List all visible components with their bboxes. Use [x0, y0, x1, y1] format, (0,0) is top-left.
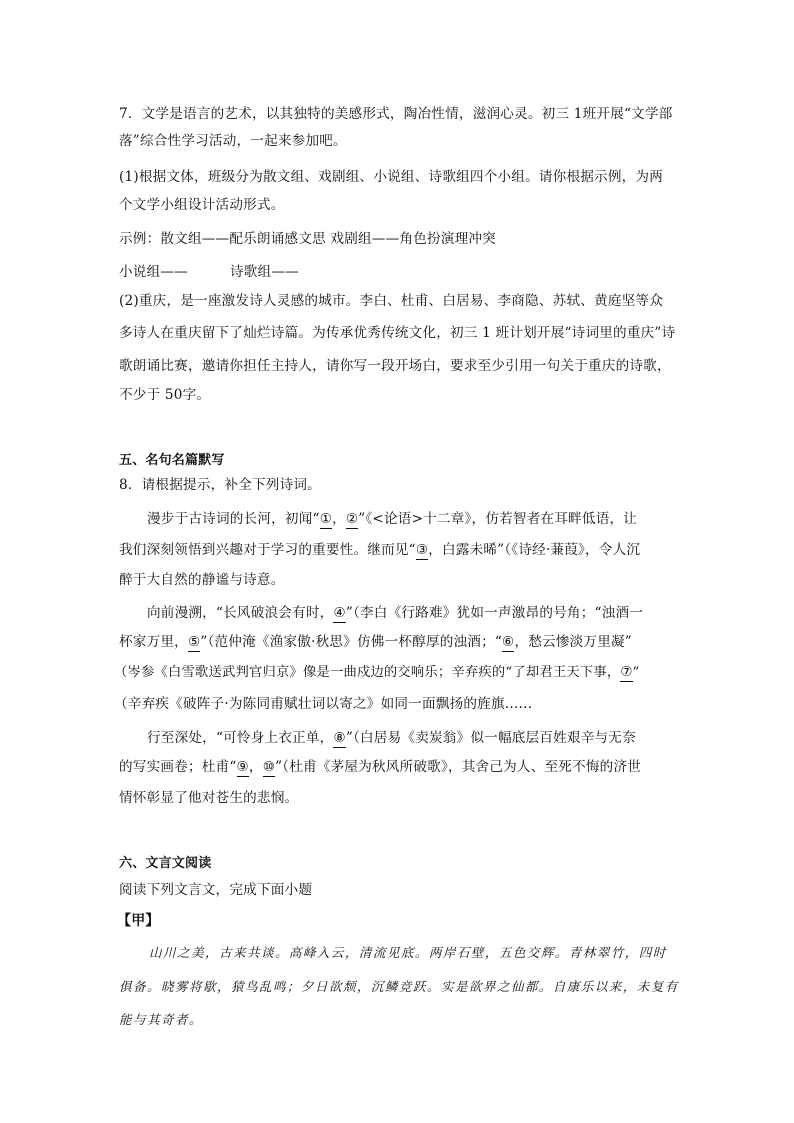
text-run: ，愁云惨淡万里凝” [514, 634, 632, 650]
q7-part2-line-4: 不少于 50字。 [119, 387, 211, 403]
text-run: ”（李白《行路难》犹如一声激昂的号角；“浊酒一 [345, 605, 644, 621]
q7-line-1: 7．文学是语言的艺术，以其独特的美感形式，陶冶性情，滋润心灵。初三 1班开展“文学部 [119, 106, 673, 122]
q7-fill-poetry: 诗歌组—— [230, 264, 299, 280]
text-run: （岑参《白雪歌送武判官归京》像是一曲戍边的交响乐；辛弃疾的“了却君王天下事， [114, 665, 621, 680]
passage-line-2: 俱备。晓雾将歇，猿鸟乱鸣；夕日欲颓，沉鳞竞跃。实是欲界之仙都。自康乐以来，未复有 [119, 979, 679, 994]
q8-p2-line-4: （辛弃疾《破阵子·为陈同甫赋壮词以寄之》如同一面飘扬的旌旗…… [114, 696, 533, 712]
q7-part2-line-1: (2)重庆，是一座激发诗人灵感的城市。李白、杜甫、白居易、李商隐、苏轼、黄庭坚等众 [119, 293, 664, 309]
q8-p2-line-3 [114, 663, 640, 683]
q7-part1-line-2: 个文学小组设计活动形式。 [119, 197, 285, 213]
text-run: ” [632, 665, 640, 680]
blank-3[interactable]: ③ [415, 542, 429, 558]
q8-prompt: 8．请根据提示，补全下列诗词。 [119, 477, 321, 493]
text-run: ，白露未晞”（《诗经·蒹葭》，令人沉 [428, 542, 641, 558]
q7-part2-line-2: 多诗人在重庆留下了灿烂诗篇。为传承优秀传统文化，初三 1 班计划开展“诗词里的重庆”诗 [119, 325, 676, 341]
q8-p1-line-2 [119, 540, 640, 560]
passage-jia-label: 【甲】 [117, 913, 160, 929]
q7-line-2: 落”综合性学习活动，一起来参加吧。 [119, 133, 347, 149]
text-run: 漫步于古诗词的长河，初闻“ [147, 511, 320, 527]
text-run: 行至深处，“可怜身上衣正单， [147, 730, 334, 746]
text-run: ”《<论语>十二章》，仿若智者在耳畔低语，让 [358, 511, 638, 527]
text-run: ， [248, 759, 263, 775]
q7-fill-novel: 小说组—— [119, 264, 188, 280]
q8-p3-line-2 [119, 757, 641, 777]
blank-6[interactable]: ⑥ [502, 634, 515, 650]
blank-7[interactable]: ⑦ [620, 665, 633, 680]
section-6-heading: 六、文言文阅读 [119, 856, 212, 871]
text-run: 的写实画卷；杜甫“ [119, 759, 237, 775]
q8-p1-line-3: 醉于大自然的静谧与诗意。 [119, 572, 285, 588]
text-run: ”（白居易《卖炭翁》似一幅底层百姓艰辛与无奈 [345, 730, 636, 746]
text-run: ”（杜甫《茅屋为秋风所破歌》，其舍己为人、至死不悔的济世 [275, 759, 642, 775]
text-run: 我们深刻领悟到兴趣对于学习的重要性。继而见“ [119, 542, 416, 558]
blank-1[interactable]: ① [319, 511, 333, 527]
blank-10[interactable]: ⑩ [262, 759, 276, 775]
text-run: 向前漫溯，“长风破浪会有时， [147, 605, 334, 621]
q8-p3-line-1 [147, 728, 636, 748]
q8-p1-line-1 [147, 509, 637, 529]
blank-4[interactable]: ④ [333, 605, 346, 621]
blank-8[interactable]: ⑧ [333, 730, 346, 746]
blank-2[interactable]: ② [345, 511, 359, 527]
q7-part2-line-3: 歌朗诵比赛，邀请你担任主持人，请你写一段开场白，要求至少引用一句关于重庆的诗歌， [119, 358, 671, 374]
blank-9[interactable]: ⑨ [236, 759, 249, 775]
text-run: ， [332, 511, 346, 527]
section-5-heading: 五、名句名篇默写 [119, 453, 225, 468]
q7-part1-line-1: (1)根据文体，班级分为散文组、戏剧组、小说组、诗歌组四个小组。请你根据示例，为两 [119, 169, 664, 185]
section-6-intro: 阅读下列文言文，完成下面小题 [119, 882, 313, 898]
text-run: 杯家万里， [119, 634, 188, 650]
q7-example: 示例：散文组——配乐朗诵感文思 戏剧组——角色扮演理冲突 [119, 231, 496, 247]
blank-5[interactable]: ⑤ [187, 634, 201, 650]
passage-line-3: 能与其奇者。 [119, 1012, 203, 1027]
text-run: ”（范仲淹《渔家傲·秋思》仿佛一杯醇厚的浊酒；“ [200, 634, 503, 650]
q8-p2-line-2 [119, 632, 632, 652]
q8-p3-line-3: 情怀彰显了他对苍生的悲悯。 [119, 790, 299, 806]
q8-p2-line-1 [147, 603, 643, 623]
passage-line-1: 山川之美，古来共谈。高峰入云，清流见底。两岸石壁，五色交辉。青林翠竹，四时 [149, 945, 667, 960]
